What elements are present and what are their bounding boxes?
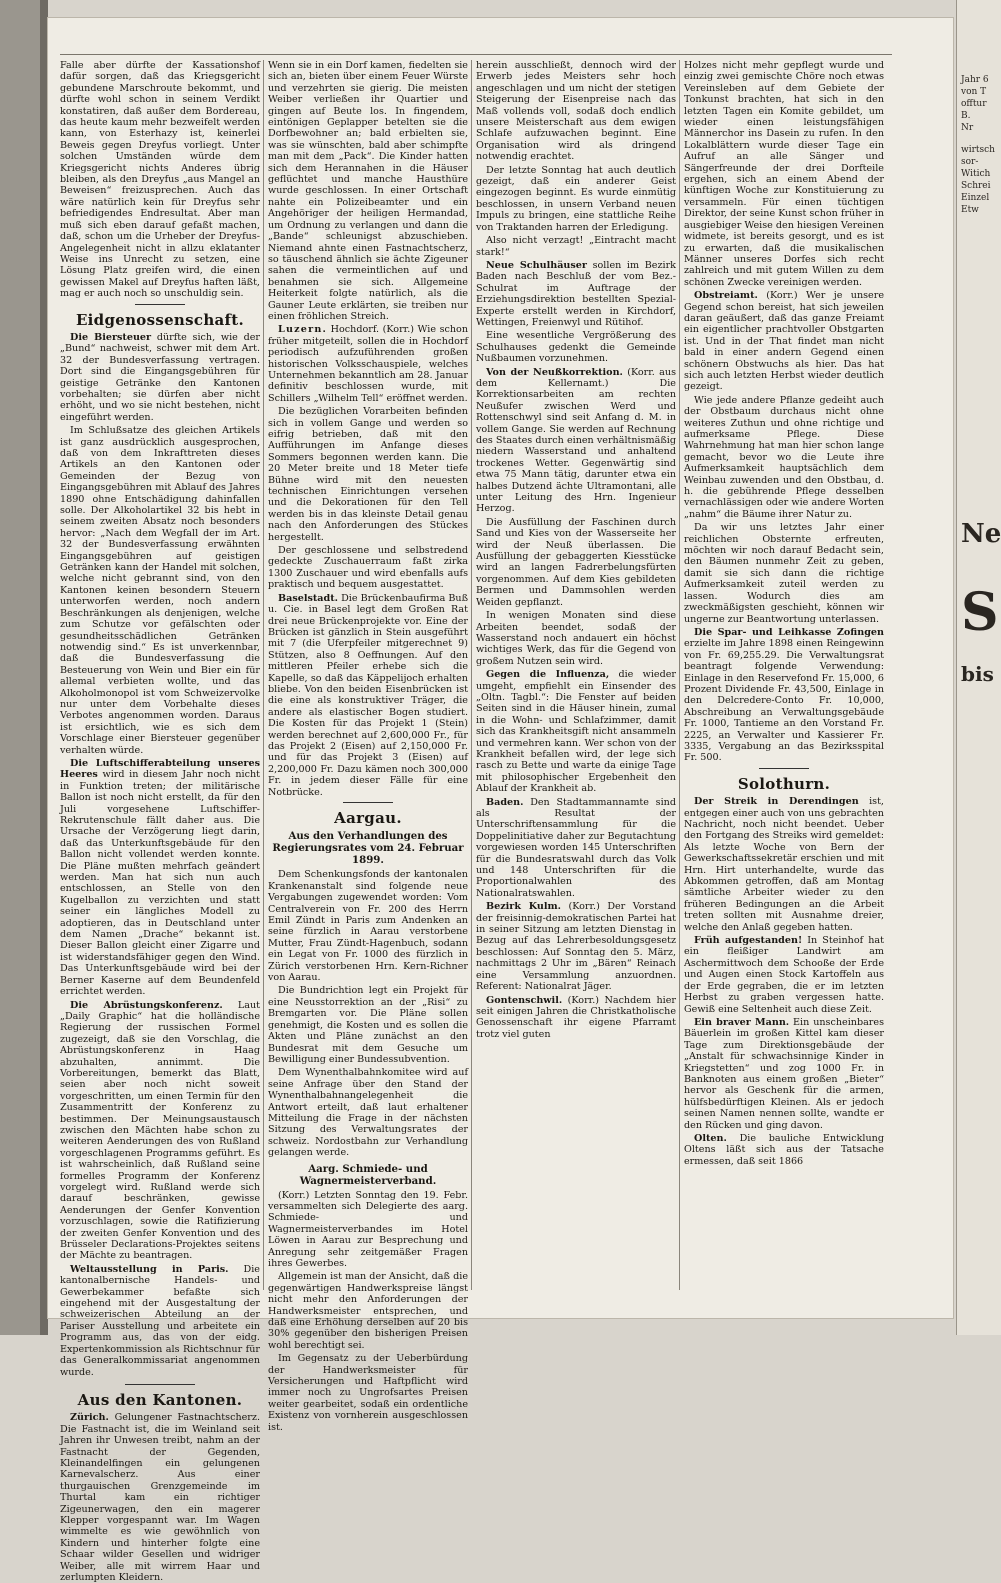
article-lead: Die Biersteuer xyxy=(70,331,152,343)
divider xyxy=(759,768,809,769)
paragraph: Falle aber dürfte der Kassationshof dafür sorgen, daß das Kriegsgericht gebundene Marschroute bekommt, und dürfte wohl schon in seinem Verdikt konstatiren, daß außer dem Bordereau, das heute kaum mehr bezweifelt werden kann, von Esterhazy ist, keinerlei Beweis gegen Dreyfus vorliegt. Unter solchen Umständen würde dem Kriegsgericht nichts Anderes übrig bleiben, als den Dreyfus „aus Mangel an Beweisen“ freizusprechen. Auch das wäre natürlich kein für Dreyfus sehr befriedigendes Endresultat. Aber man muß sich eben darauf gefaßt machen, daß, schon um die Urheber der Dreyfus-Angelegenheit nicht in allzu eklatanter Weise ins Unrecht zu setzen, eine Lösung Platz greifen wird, die einen gewissen Makel auf Dreyfus haften läßt, mag er auch noch so unschuldig sein. xyxy=(60,60,260,300)
article-luzern: Luzern. Hochdorf. (Korr.) Wie schon früher mitgeteilt, sollen die in Hochdorf periodisch aufzuführenden großen historischen Volksschauspiele, welches Unternehmen bekanntlich am 28. Januar definitiv beschlossen wurde, mit Schillers „Wilhelm Tell“ eröffnet werden. xyxy=(268,324,468,404)
column-rule xyxy=(263,60,264,1290)
article-gontenschwil: Gontenschwil. (Korr.) Nachdem hier seit einigen Jahren die Christkatholische Genossenschaft ihr eigene Pfarramt trotz viel guten xyxy=(476,994,676,1040)
paragraph: Die Ausfüllung der Faschinen durch Sand und Kies von der Wasserseite her wird der Neuß überlassen. Die Ausfüllung der gebaggerten Kiesstücke wird an langen Fadrerbelungsfürten vorgenommen. Auf dem Kies gebildeten Bermen und Dammsohlen werden Weiden gepflanzt. xyxy=(476,516,676,608)
article-lead: Weltausstellung in Paris. xyxy=(70,1263,229,1275)
article-abruestung: Die Abrüstungskonferenz. Laut „Daily Graphic“ hat die holländische Regierung der russischen Formel zugezeigt, daß sie den Vorschlag, die Abrüstungskonferenz in Haag abzuhalten, annimmt. Die Vorbereitungen, bemerkt das Blatt, seien aber noch nicht soweit vorgeschritten, um einen Termin für den Zusammentritt der Konferenz zu bestimmen. Der Meinungsaustausch zwischen den Mächten habe schon zu weiteren Aenderungen des von Rußland vorgeschlagenen Programms geführt. Es ist wahrscheinlich, daß Rußland seine formelles Programm der Konferenz vorgelegt wird. Rußland werde sich darauf beschränken, gewisse Aenderungen der Genfer Konvention vorzuschlagen, sowie die Ratifizierung der zweiten Genfer Konvention und des Brüsseler Declarations-Projektes seitens der Mächte zu beantragen. xyxy=(60,999,260,1262)
adjacent-text: offtur xyxy=(961,99,987,109)
paragraph: Da wir uns letztes Jahr einer reichlichen Obsternte erfreuten, möchten wir noch darauf Bedacht sein, den Bäumen nunmehr Zeit zu geben, damit sie sich dann die richtige Aufmerksamkeit zuteil werden zu lassen. Wodurch dies am zweckmäßigsten geschieht, können wir ungerne zur Beantwortung unterlassen. xyxy=(684,522,884,625)
adjacent-heading: S xyxy=(961,582,999,643)
article-lead: Obstreiamt. xyxy=(694,290,758,302)
article-zuerich: Zürich. Gelungener Fastnachtscherz. Die Fastnacht ist, die im Weinland seit Jahren ihr Unwesen treibt, nahm an der Fastnacht der Gegenden, Kleinandelfingen ein gelungenen Karnevalscherz. Aus einer thurgauischen Grenzgemeinde im Thurtal kam ein richtiger Zigeunerwagen, den ein magerer Klepper vorgespannt war. Im Wagen wimmelte es wie gewöhnlich von Kindern und hinterher folgte eine Schaar wilder Gesellen und widriger Weiber, alle mit wirrem Haar und zerlumpten Kleidern. xyxy=(60,1412,260,1583)
divider xyxy=(125,1384,195,1385)
article-lead: Früh aufgestanden! xyxy=(694,935,803,947)
subheading-schmiede: Aarg. Schmiede- und Wagnermeisterverband. xyxy=(299,1162,437,1187)
article-sparkasse: Die Spar- und Leihkasse Zofingen erzielte im Jahre 1898 einen Reingewinn von Fr. 69,255.29. Die Verwaltungsrat beantragt folgende Verwendung: Einlage in den Reservefond Fr. 15,000, 6 Prozent Dividende Fr. 43,500, Einlage in den Delcredere-Conto Fr. 10,000, Abschreibung an Verwaltungsgebäude Fr. 1000, Tantieme an den Vorstand Fr. 2225, an Verwalter und Kassierer Fr. 3335, Vergabung an das Bezirksspital Fr. 500. xyxy=(684,626,884,764)
divider xyxy=(343,802,393,803)
adjacent-text: Etw xyxy=(961,205,979,215)
paragraph: Holzes nicht mehr gepflegt wurde und einzig zwei gemischte Chöre noch etwas Vereinsleben auf dem Gebiete der Tonkunst brachten, hat sich in den letzten Tagen ein Komite gebildet, um wieder einen leistungsfähigen Männerchor ins Dasein zu rufen. In den Lokalblättern wurde dieser Tage ein Aufruf an alle Sänger und Sängerfreunde der drei Dorfteile ergehen, sich an einem Abend der künftigen Woche zur Konstituierung zu versammeln. Für einen tüchtigen Direktor, der seine Kunst schon früher in ausgiebiger Weise den hiesigen Vereinen widmete, ist bereits gesorgt, und es ist zu erwarten, daß die musikalischen Männer unseres Dorfes sich recht zahlreich und mit gutem Willen zu dem schönen Zwecke vereinigen werden. xyxy=(684,60,884,288)
divider xyxy=(135,304,185,305)
adjacent-text: Jahr 6 xyxy=(961,75,989,85)
paragraph: In wenigen Monaten sind diese Arbeiten beendet, sodaß der Wasserstand noch andauert ein höchst wichtiges Werk, das für die Gegend von großem Nutzen sein wird. xyxy=(476,610,676,667)
scan-left-margin xyxy=(0,0,48,1335)
column-2 xyxy=(268,60,468,1433)
article-lead: Der Streik in Derendingen xyxy=(694,796,859,808)
adjacent-page-edge xyxy=(956,0,1001,1335)
adjacent-text: Witich xyxy=(961,169,991,179)
article-streik: Der Streik in Derendingen ist, entgegen einer auch von uns gebrachten Nachricht, noch nicht beendet. Ueber den Fortgang des Streiks wird gemeldet: Als letzte Woche von Bern der Gewerkschaftssekretär erschien und mit Hrn. Hirt unterhandelte, wurde das Abkommen getroffen, daß am Montag sämtliche Arbeiter wieder zu den früheren Bedingungen an die Arbeit treten sollten mit Ausnahme dreier, welche den Anlaß gegeben hatten. xyxy=(684,796,884,933)
article-lead: Baselstadt. xyxy=(278,592,339,604)
paragraph: Eine wesentliche Vergrößerung des Schulhauses gedenkt die Gemeinde Nußbaumen vorzunehmen. xyxy=(476,330,676,365)
article-bier: Die Biersteuer dürfte sich, wie der „Bund“ nachweist, schwer mit dem Art. 32 der Bundesverfassung vertragen. Dort sind die Eingangsgebühren für geistige Getränke den Kantonen vorbehalten; sie dürfen aber nicht erhöht, und wo sie nicht bestehen, nicht eingeführt werden. xyxy=(60,331,260,423)
article-baselstadt: Baselstadt. Die Brückenbaufirma Buß u. Cie. in Basel legt dem Großen Rat drei neue Brückenprojekte vor. Eine der Brücken ist gänzlich in Stein ausgeführt mit 7 (die Uferpfeiler mitgerechnet 9) Stützen, also 8 Oeffnungen. Auf den mittleren Pfeiler erhebe sich die Kapelle, so daß das Käppelijoch erhalten bliebe. Von den beiden Eisenbrücken ist die eine als konstruktiver Träger, die andere als elastischer Bogen studiert. Die Kosten für das Projekt 1 (Stein) werden berechnet auf 2,600,000 Fr., für das Projekt 2 (Eisen) auf 2,150,000 Fr. und für das Projekt 3 (Eisen) auf 2,200,000 Fr. Dazu kämen noch 300,000 Fr. in jedem dieser Fälle für eine Notbrücke. xyxy=(268,592,468,798)
adjacent-heading: bis xyxy=(961,662,994,686)
article-braver-mann: Ein braver Mann. Ein unscheinbares Bäuerlein im großen Kittel kam dieser Tage zum Direktionsgebäude der „Anstalt für schwachsinnige Kinder in Kriegstetten“ und zog 1000 Fr. in Banknoten aus einem großen „Bieter“ hervor als Geschenk für die armen, hülfsbedürftigen Kleinen. Als er jedoch seinen Namen nennen sollte, wandte er den Rücken und ging davon. xyxy=(684,1016,884,1131)
article-baden: Baden. Den Stadtammannamte sind als Resultat der Unterschriftensammlung für die Doppelinitiative daher zur Begutachtung vorgewiesen worden 145 Unterschriften für die Bundesratswahl durch das Volk und 148 Unterschriften für die Proportionalwahlen des Nationalratswahlen. xyxy=(476,796,676,899)
adjacent-text: Schrei xyxy=(961,181,991,191)
subheading-regierungsrat: Aus den Verhandlungen des Regierungsrates vom 24. Februar 1899. xyxy=(272,830,464,867)
article-schulhaeuser: Neue Schulhäuser sollen im Bezirk Baden nach Beschluß der vom Bez.-Schulrat im Auftrage der Erziehungsdirektion bestellten Spezial-Experte erstellt werden in Kirchdorf, Wettingen, Freienwyl und Rütihof. xyxy=(476,259,676,328)
adjacent-text: B. xyxy=(961,111,971,121)
article-obstbau: Obstreiamt. (Korr.) Wer je unsere Gegend schon bereist, hat sich jeweilen daran geäußert, daß das ganze Freiamt ein eigentlicher prachtvoller Obstgarten ist. Und in der That findet man nicht bald in einer andern Gegend einen schönern Obstwuchs als hier. Das hat sich auch letzten Herbst wieder deutlich gezeigt. xyxy=(684,290,884,393)
column-1 xyxy=(60,60,260,1583)
article-lead: Gegen die Influenza, xyxy=(486,669,610,681)
article-lead: Neue Schulhäuser xyxy=(486,259,587,271)
adjacent-text: sor- xyxy=(961,157,979,167)
article-weltausstellung: Weltausstellung in Paris. Die kantonalbernische Handels- und Gewerbekammer befaßte sich eingehend mit der Ausgestaltung der schweizerischen Abteilung an der Pariser Ausstellung und arbeitete ein Programm aus, das von der eidg. Expertenkommission als Richtschnur für das Generalkommissariat angenommen wurde. xyxy=(60,1263,260,1378)
adjacent-text: Einzel xyxy=(961,193,990,203)
article-frueh: Früh aufgestanden! In Steinhof hat ein fleißiger Landwirt am Aschermittwoch dem Schooße der Erde und Augen einen Stock Kartoffeln aus der Erde gegraben, die er im letzten Herbst zu graben vergessen hatte. Gewiß eine Seltenheit auch diese Zeit. xyxy=(684,935,884,1015)
paragraph: Wie jede andere Pflanze gedeiht auch der Obstbaum durchaus nicht ohne weiteres Zuthun und ohne richtige und aufmerksame Pflege. Diese Wahrnehmung hat man hier schon lange gemacht, bevor wo die Leute ihre Aufmerksamkeit hauptsächlich dem Weinbau zuwenden und den Obstbau, d. h. die gebührende Pflege desselben vernachlässigen oder wie andere Worten „nahm“ die Bäume ihrer Natur zu. xyxy=(684,394,884,520)
paragraph: Wenn sie in ein Dorf kamen, fiedelten sie sich an, bieten über einem Feuer Würste und verzehrten sie gierig. Die meisten Weiber verließen ihr Quartier und gingen auf Beute los. In fingendem, eintönigen Geplapper betelten sie die Dorfbewohner an; bald erbielten sie, was sie wünschten, bald aber schimpfte man mit dem „Pack“. Die Kinder hatten sich dem Herannahen in die Häuser geflüchtet und manche Hausthüre wurde geschlossen. In einer Ortschaft nahte ein Polizeibeamter und ein Angehöriger der heiligen Hermandad, um Ordnung zu verlangen und dann die „Bande“ schleunigst abzuschieben. Niemand ahnte einen Fastnachtscherz, so täuschend ähnlich sie ächte Zigeuner sahen die vermeintlichen auf und benahmen sie sich. Allgemeine Heiterkeit folgte natürlich, als die Gauner Leute erklärten, sie treiben nur einen fröhlichen Streich. xyxy=(268,60,468,322)
paragraph: Der letzte Sonntag hat auch deutlich gezeigt, daß ein anderer Geist eingezogen beginnt. Es wurde einmütig beschlossen, in unsern Verband neuen Impuls zu bringen, eine stattliche Reihe von Traktanden harren der Erledigung. xyxy=(476,164,676,233)
paragraph: Die Bundrichtion legt ein Projekt für eine Neusstorrektion an der „Risi“ zu Bremgarten vor. Die Pläne sollen genehmigt, die Kosten und es sollen die Akten und Pläne zunächst an den Bundesrat mit dem Gesuche um Bewilligung einer Bundessubvention. xyxy=(268,985,468,1065)
article-lead: Von der Neußkorrektion. xyxy=(486,366,623,378)
header-rule xyxy=(60,54,892,55)
section-heading-solothurn: Solothurn. xyxy=(737,774,831,793)
article-lead: Die Luftschifferabteilung unseres Heeres xyxy=(60,757,260,781)
article-lead: Zürich. xyxy=(70,1412,109,1424)
article-lead: Luzern. xyxy=(278,324,328,336)
section-heading-aargau: Aargau. xyxy=(334,809,402,827)
article-lead: Olten. xyxy=(694,1132,727,1144)
paragraph: Also nicht verzagt! „Eintracht macht stark!“ xyxy=(476,235,676,258)
paragraph: Dem Schenkungsfonds der kantonalen Krankenanstalt sind folgende neue Vergabungen zugewendet worden: Vom Centralverein von Fr. 200 des Herrn Emil Zündt in Paris zum Andenken an seine fürzlich in Aarau verstorbene Mutter, Frau Zündt-Hagenbuch, sodann ein Legat von Fr. 1000 des fürzlich in Zürich verstorbenen Hrn. Kern-Richner von Aarau. xyxy=(268,869,468,984)
paragraph: Allgemein ist man der Ansicht, daß die gegenwärtigen Handwerkspreise längst nicht mehr den Anforderungen der Handwerksmeister entsprechen, und daß eine Erhöhung derselben auf 20 bis 30% gegenüber den bisherigen Preisen wohl berechtigt sei. xyxy=(268,1271,468,1351)
article-lead: Die Spar- und Leihkasse Zofingen xyxy=(694,626,884,638)
article-luftschiffer: Die Luftschifferabteilung unseres Heeres wird in diesem Jahr noch nicht in Funktion treten; der militärische Ballon ist noch nicht erstellt, da für den Juli vorgesehene Luftschiffer-Rekrutenschule fällt daher aus. Die Ursache der Verzögerung liegt darin, daß das Unterkunftsgebäude für den Ballon nicht vollendet werden konnte. Die Pläne mußten mehrfach geändert werden. Man hat sich nun auch entschlossen, an Stelle von den Kugelballon zu verzichten und statt seiner ein längliches Modell zu adoptieren, das in Deutschland unter dem Namen „Drache“ bekannt ist. Dieser Ballon gleicht einer Zigarre und ist widerstandsfähiger gegen den Wind. Das Unterkunftsgebäude wird bei der Berner Kaserne auf dem Beundenfeld errichtet werden. xyxy=(60,757,260,998)
article-influenza: Gegen die Influenza, die wieder umgeht, empfiehlt ein Einsender des „Oltn. Tagbl.“: Die Fenster auf beiden Seiten sind in die Häuser hinein, zumal in die Wohn- und Schlafzimmer, damit sich das Krankheitsgift nicht ansammeln und vermehren kann. Wer schon von der Krankheit befallen wird, der lege sich rasch zu Bette und warte da einige Tage mit philosophischer Ergebenheit den Ablauf der Krankheit ab. xyxy=(476,669,676,795)
section-heading-kantonen: Aus den Kantonen. xyxy=(77,1390,243,1409)
article-lead: Gontenschwil. xyxy=(486,994,563,1006)
article-lead: Bezirk Kulm. xyxy=(486,901,562,913)
column-rule xyxy=(679,60,680,1290)
article-lead: Ein braver Mann. xyxy=(694,1016,790,1028)
paragraph: (Korr.) Letzten Sonntag den 19. Febr. versammelten sich Delegierte des aarg. Schmiede- und Wagnermeisterverbandes im Hotel Löwen in Aarau zur Besprechung und Anregung sehr zeitgemäßer Fragen ihres Gewerbes. xyxy=(268,1189,468,1269)
paragraph: Der geschlossene und selbstredend gedeckte Zuschauerraum faßt zirka 1300 Zuschauer und wird ebenfalls aufs praktisch und bequem ausgestattet. xyxy=(268,545,468,591)
paragraph: Im Gegensatz zu der Ueberbürdung der Handwerksmeister für Versicherungen und Haftpflicht wird immer noch zu Ungrofsartes Preisen weiter gearbeitet, sodaß ein ordentliche Existenz von vornherein ausgeschlossen ist. xyxy=(268,1353,468,1433)
paragraph: herein ausschließt, dennoch wird der Erwerb jedes Meisters sehr hoch angeschlagen und um nicht der stetigen Steigerung der Eisenpreise nach das Maß vollends voll, sodaß doch endlich unsere Meisterschaft aus dem ewigen Schlafe aufzuwachen beginnt. Eine Organisation wird als dringend notwendig erachtet. xyxy=(476,60,676,163)
article-olten: Olten. Die bauliche Entwicklung Oltens läßt sich aus der Tatsache ermessen, daß seit 1866 xyxy=(684,1132,884,1167)
column-rule xyxy=(471,60,472,1290)
adjacent-text: Nr xyxy=(961,123,974,133)
adjacent-text: von T xyxy=(961,87,987,97)
column-4 xyxy=(684,60,884,1292)
paragraph: Die bezüglichen Vorarbeiten befinden sich in vollem Gange und werden so eifrig betrieben, daß mit den Aufführungen im Anfange dieses Sommers begonnen werden kann. Die 20 Meter breite und 18 Meter tiefe Bühne wird mit den neuesten technischen Einrichtungen versehen und die Dekorationen für den Tell werden bis in das kleinste Detail genau nach den Anforderungen des Stückes hergestellt. xyxy=(268,406,468,543)
adjacent-text: wirtsch xyxy=(961,145,995,155)
article-lead: Baden. xyxy=(486,796,524,808)
article-reusskorrektion: Von der Neußkorrektion. (Korr. aus dem Kellernamt.) Die Korrektionsarbeiten am rechten Neußufer zwischen Werd und Rottenschwyl sind seit Anfang d. M. in vollem Gange. Sie werden auf Rechnung des Staates durch einen verhältnismäßig niedern Wasserstand und anhaltend trockenes Wetter. Gegenwärtig sind etwa 75 Mann tätig, darunter etwa ein halbes Dutzend ächte Ultramontani, alle unter Leitung des Hrn. Ingenieur Herzog. xyxy=(476,366,676,515)
paragraph: Im Schlußsatze des gleichen Artikels ist ganz ausdrücklich ausgesprochen, daß von dem Inkrafttreten dieses Artikels an den Kantonen oder Gemeinden der Bezug von Eingangsgebühren mit Ablauf des Jahres 1890 ohne Entschädigung dahinfallen solle. Der Alkoholartikel 32 bis hebt in seinem zweiten Absatz noch besonders hervor: „Nach dem Wegfall der im Art. 32 der Bundesverfassung erwähnten Eingangsgebühren auf geistigen Getränken kann der Handel mit solchen, welche nicht gebrannt sind, von den Kantonen keinen besondern Steuern unterworfen werden, noch andern Beschränkungen als denjenigen, welche zum Schutze vor gefälschten oder gesundheitsschädlichen Getränken notwendig sind.“ Es ist unverkennbar, daß die Bundesverfassung die Besteuerung von Wein und Bier ein für allemal verbieten wollte, und das Alkoholmonopol ist vom Schweizervolke nur unter dem Vorbehalte dieses Verbotes angenommen worden. Daraus ist ersichtlich, wie es sich dem Vorschlage einer Biersteuer gegenüber verhalten würde. xyxy=(60,425,260,756)
article-lead: Die Abrüstungskonferenz. xyxy=(70,999,223,1011)
paragraph: Dem Wynenthalbahnkomitee wird auf seine Anfrage über den Stand der Wynenthalbahnangelegenheit die Antwort erteilt, daß laut erhaltener Mitteilung die Frage in der nächsten Sitzung des Verwaltungsrates der schweiz. Nordostbahn zur Verhandlung gelangen werde. xyxy=(268,1067,468,1159)
section-heading-eidgenossenschaft: Eidgenossenschaft. xyxy=(75,310,245,329)
adjacent-heading: Ne xyxy=(961,519,1001,549)
article-kulm: Bezirk Kulm. (Korr.) Der Vorstand der freisinnig-demokratischen Partei hat in seiner Sitzung am letzten Dienstag in Bezug auf das Lehrerbesoldungsgesetz beschlossen: Auf Sonntag den 5. März, nachmittags 2 Uhr im „Bären“ Reinach eine Versammlung anzuordnen. Referent: Nationalrat Jäger. xyxy=(476,901,676,993)
column-3 xyxy=(476,60,676,1292)
